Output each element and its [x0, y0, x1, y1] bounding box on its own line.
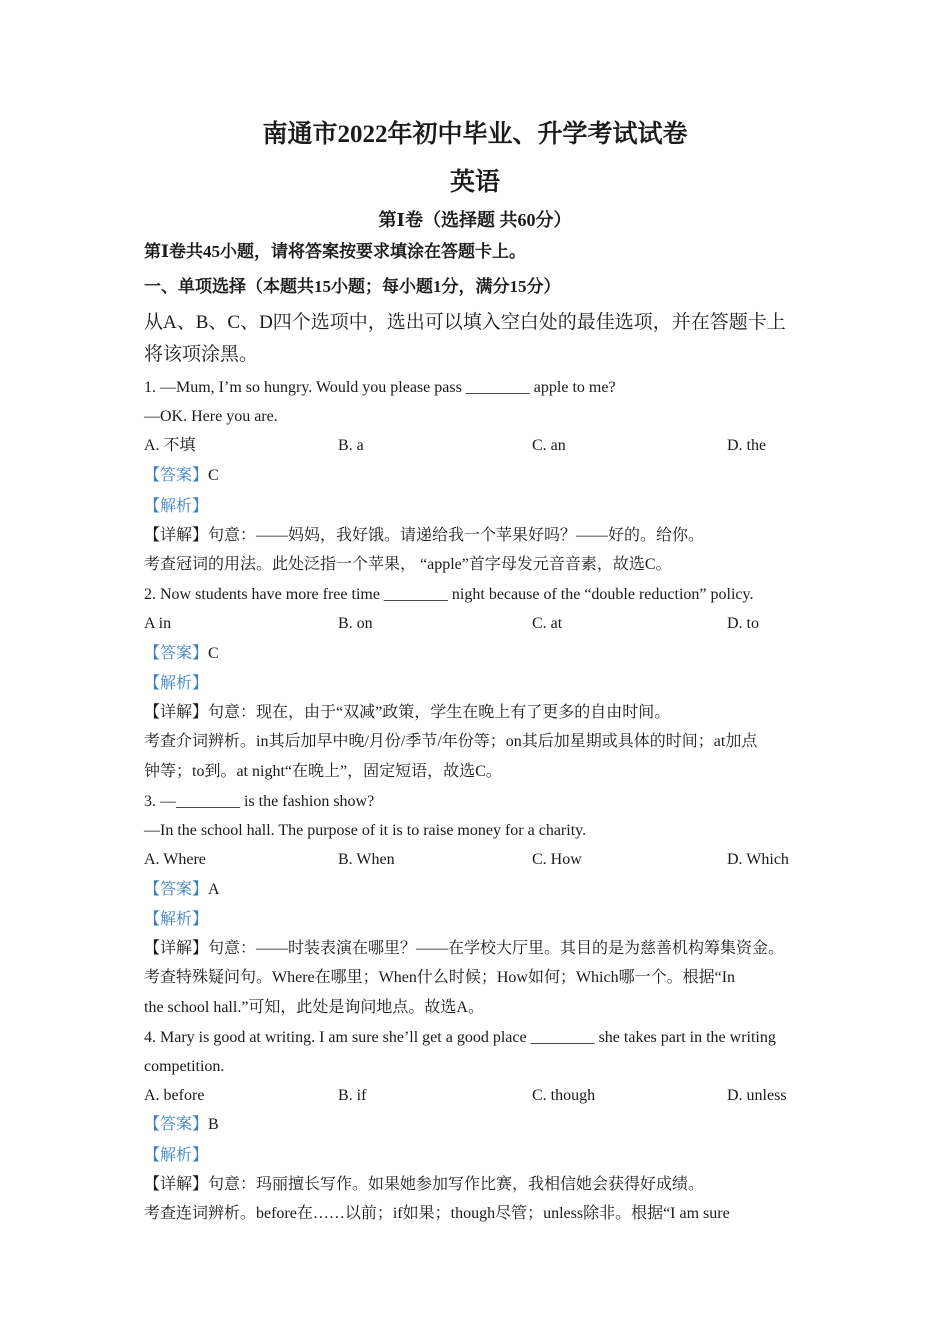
detail-label: 【详解】: [144, 527, 209, 544]
answer-value: A: [208, 881, 220, 898]
detail-text: 句意：——妈妈，我好饿。请递给我一个苹果好吗？——好的。给你。: [208, 527, 705, 544]
q2-analysis-label: 【解析】: [144, 675, 209, 692]
section-note: 第Ⅰ卷共45小题，请将答案按要求填涂在答题卡上。: [144, 242, 526, 261]
exam-title: 南通市2022年初中毕业、升学考试试卷: [262, 121, 688, 148]
q1-analysis-label: 【解析】: [144, 498, 209, 515]
q2-option-a: A in: [144, 615, 172, 632]
q4-stem-cont: competition.: [144, 1058, 225, 1075]
q3-stem-reply: —In the school hall. The purpose of it is to raise money for a charity.: [144, 822, 587, 839]
q1-option-c: C. an: [532, 437, 566, 454]
q1-option-b: B. a: [338, 437, 364, 454]
detail-text: 句意：玛丽擅长写作。如果她参加写作比赛，我相信她会获得好成绩。: [208, 1176, 705, 1193]
answer-label: 【答案】: [144, 645, 209, 662]
q1-stem: 1. —Mum, I’m so hungry. Would you please pass ________ apple to me?: [144, 379, 616, 396]
detail-text: 句意：现在，由于“双减”政策，学生在晚上有了更多的自由时间。: [208, 704, 671, 721]
q3-option-d: D. Which: [727, 851, 789, 868]
q4-explanation-1: 考查连词辨析。before在……以前；if如果；though尽管；unless除非。根据“I am sure: [144, 1205, 730, 1222]
instruction-line-2: 将该项涂黑。: [144, 344, 259, 365]
q2-explanation-2: 钟等；to到。at night“在晚上”，固定短语，故选C。: [144, 763, 502, 780]
q3-option-b: B. When: [338, 851, 395, 868]
answer-label: 【答案】: [144, 881, 209, 898]
answer-value: C: [208, 645, 219, 662]
q3-explanation-2: the school hall.”可知，此处是询问地点。故选A。: [144, 999, 484, 1016]
q4-option-a: A. before: [144, 1087, 205, 1104]
answer-value: C: [208, 467, 219, 484]
q3-option-a: A. Where: [144, 851, 206, 868]
answer-label: 【答案】: [144, 467, 209, 484]
q2-option-c: C. at: [532, 615, 563, 632]
q2-explanation-1: 考查介词辨析。in其后加早中晚/月份/季节/年份等；on其后加星期或具体的时间；at加点: [144, 733, 758, 750]
part-title: 一、单项选择（本题共15小题；每小题1分，满分15分）: [144, 277, 561, 296]
answer-value: B: [208, 1116, 219, 1133]
q2-answer: [144, 644, 219, 664]
detail-label: 【详解】: [144, 1176, 209, 1193]
q4-option-b: B. if: [338, 1087, 367, 1104]
q3-option-c: C. How: [532, 851, 582, 868]
detail-text: 句意：——时装表演在哪里？——在学校大厅里。其目的是为慈善机构筹集资金。: [208, 940, 785, 957]
q3-answer: [144, 880, 220, 900]
q3-explanation-1: 考查特殊疑问句。Where在哪里；When什么时候；How如何；Which哪一个。根据“In: [144, 969, 736, 986]
q2-stem: 2. Now students have more free time ________ night because of the “double reduction” policy.: [144, 586, 754, 603]
q4-option-d: D. unless: [727, 1087, 787, 1104]
q1-option-a: A. 不填: [144, 437, 196, 454]
q4-stem: 4. Mary is good at writing. I am sure she’ll get a good place ________ she takes part in the writing: [144, 1029, 776, 1046]
q4-detail: [144, 1175, 704, 1195]
subject-title: 英语: [449, 169, 500, 196]
q3-detail: [144, 939, 784, 959]
q1-detail: [144, 526, 704, 546]
detail-label: 【详解】: [144, 940, 209, 957]
q1-stem-reply: —OK. Here you are.: [144, 408, 278, 425]
answer-label: 【答案】: [144, 1116, 209, 1133]
q3-stem: 3. —________ is the fashion show?: [144, 793, 375, 810]
q1-answer: [144, 466, 219, 486]
q2-option-b: B. on: [338, 615, 373, 632]
q2-detail: [144, 703, 670, 723]
q1-option-d: D. the: [727, 437, 767, 454]
q2-option-d: D. to: [727, 615, 759, 632]
q4-analysis-label: 【解析】: [144, 1147, 209, 1164]
instruction-line-1: 从A、B、C、D四个选项中，选出可以填入空白处的最佳选项，并在答题卡上: [144, 312, 786, 333]
q3-analysis-label: 【解析】: [144, 911, 209, 928]
q4-option-c: C. though: [532, 1087, 596, 1104]
q1-explanation: 考查冠词的用法。此处泛指一个苹果， “apple”首字母发元音音素，故选C。: [144, 556, 672, 573]
detail-label: 【详解】: [144, 704, 209, 721]
q4-answer: [144, 1115, 219, 1135]
section-title: 第Ⅰ卷（选择题 共60分）: [378, 210, 572, 230]
